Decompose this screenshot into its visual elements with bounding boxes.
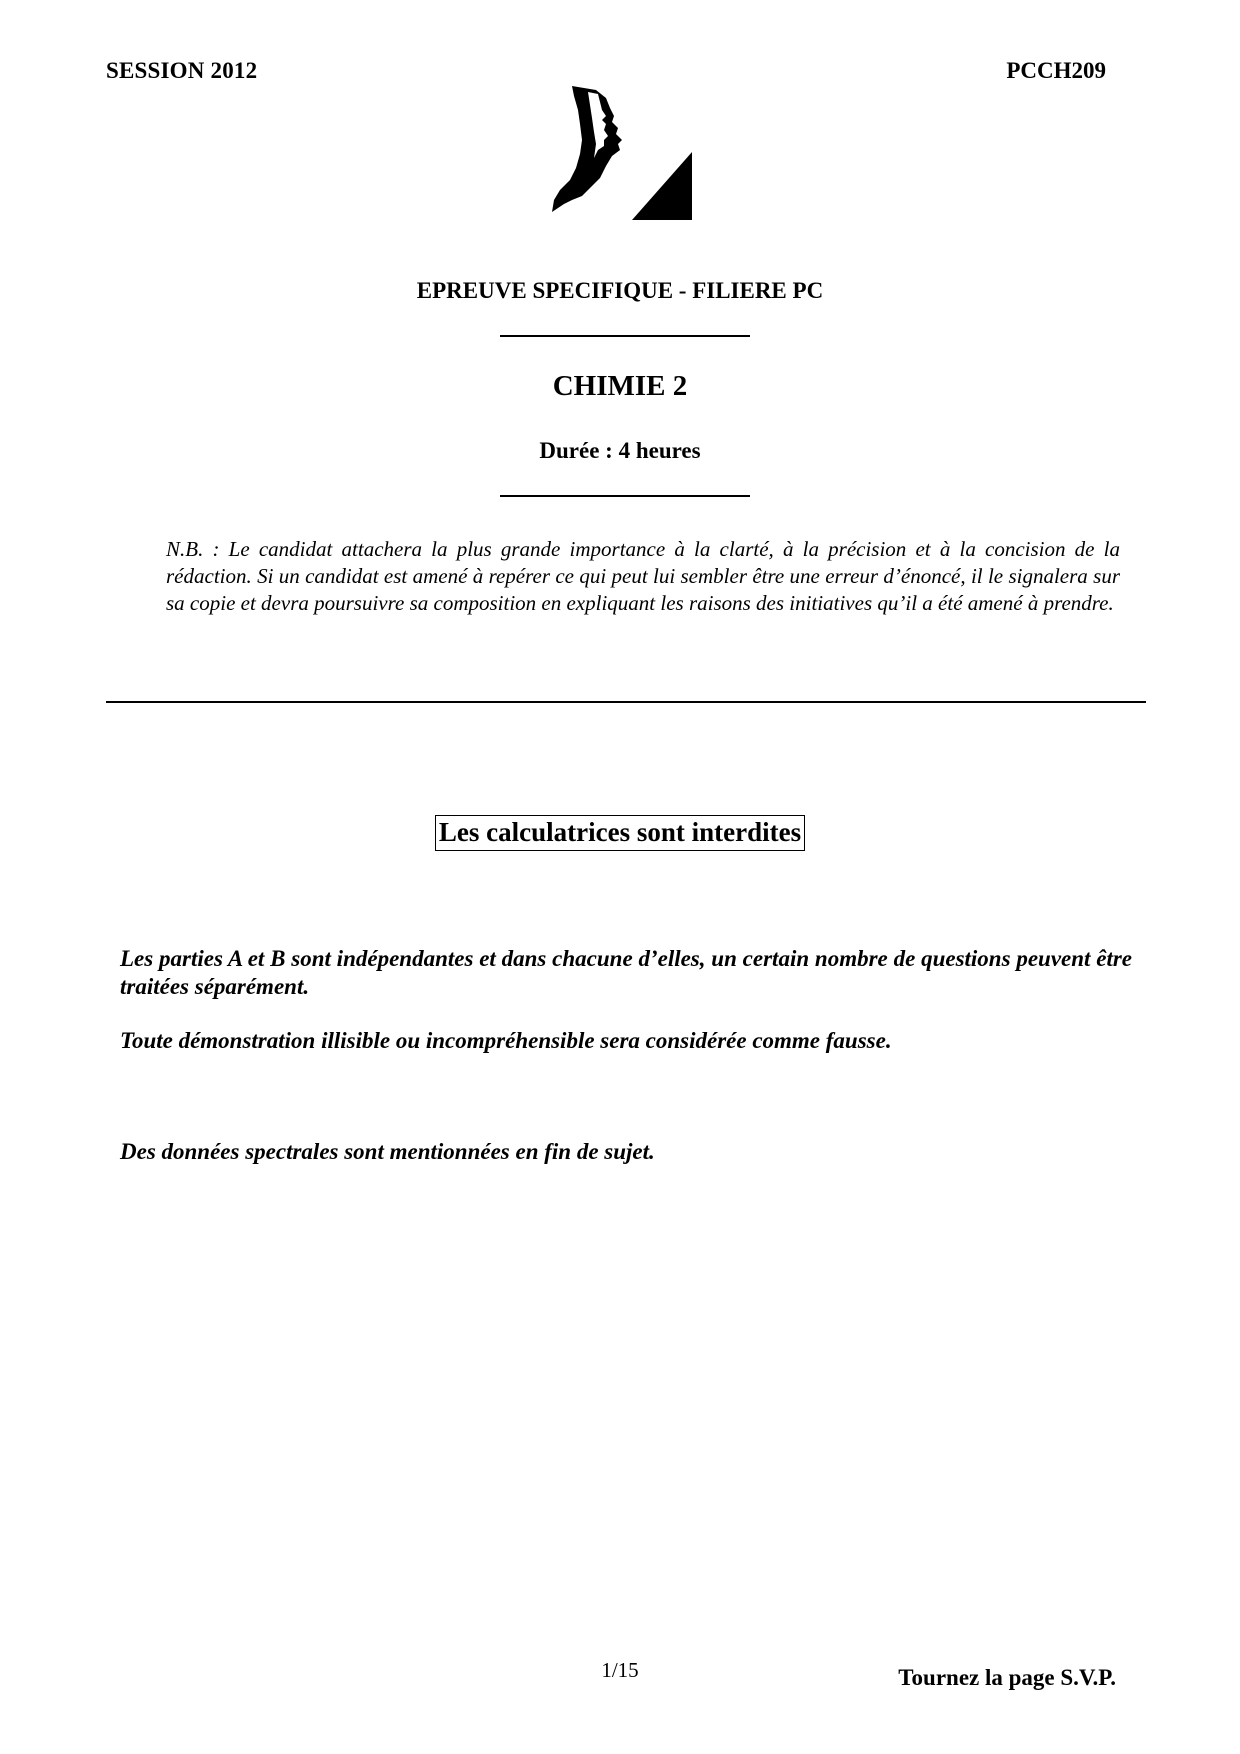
candidate-note: N.B. : Le candidat attachera la plus grande importance à la clarté, à la précision et à la concision de la rédaction. Si un candidat est amené à repérer ce qui peut lui sembler être une erreur d’énoncé, il le signalera sur sa copie et devra poursuivre sa composition en expliquant les raisons des initiatives qu’il a été amené à prendre. — [166, 537, 1120, 615]
instruction-paragraph: Toute démonstration illisible ou incompréhensible sera considérée comme fausse. — [120, 1028, 892, 1053]
duration: Durée : 4 heures — [539, 438, 701, 463]
section-divider — [106, 701, 1146, 703]
page-number: 1/15 — [601, 1658, 639, 1682]
exam-type-heading: EPREUVE SPECIFIQUE - FILIERE PC — [416, 278, 824, 303]
instruction-paragraph: Les parties A et B sont indépendantes et dans chacune d’elles, un certain nombre de questions peuvent être traitées séparément. — [120, 946, 1132, 999]
session-label: SESSION 2012 — [106, 58, 258, 83]
calculator-notice-wrapper — [0, 815, 1240, 851]
exam-code: PCCH209 — [1006, 58, 1106, 83]
divider — [500, 335, 750, 337]
divider — [500, 495, 750, 497]
turn-page-note: Tournez la page S.V.P. — [898, 1665, 1116, 1690]
instruction-paragraph: Des données spectrales sont mentionnées en fin de sujet. — [120, 1139, 655, 1164]
subject-title: CHIMIE 2 — [552, 370, 688, 402]
calculator-notice: Les calculatrices sont interdites — [435, 815, 805, 851]
profile-silhouette-logo — [552, 84, 692, 220]
